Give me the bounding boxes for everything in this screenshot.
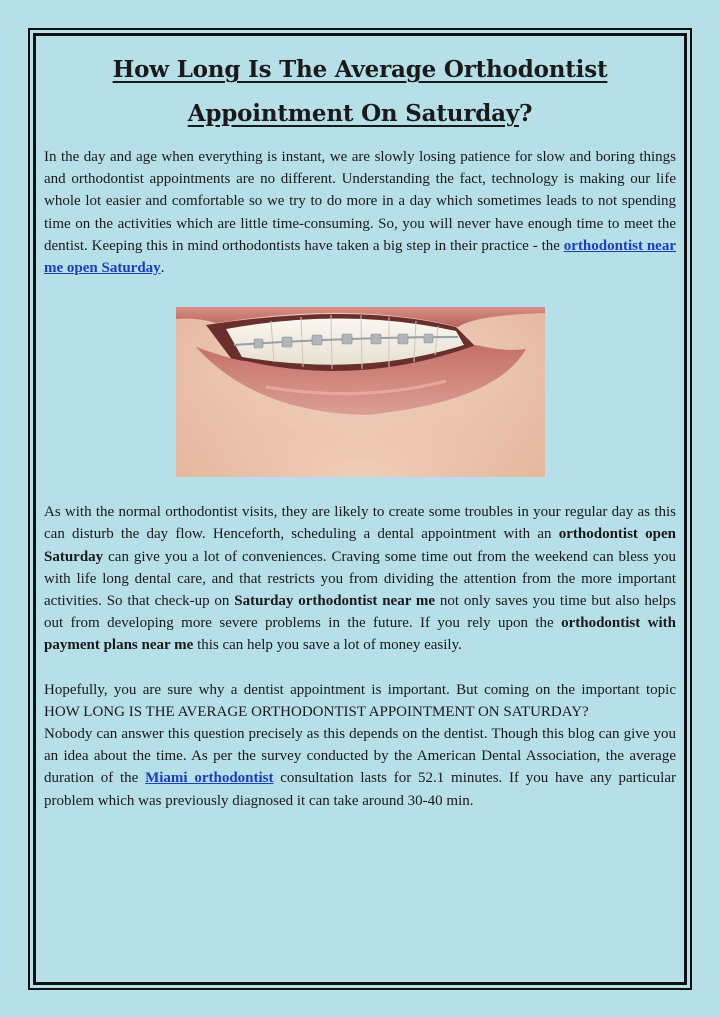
para2-text-1: As with the normal orthodontist visits, they are likely to create some troubles in your regular day as this can disturb the day flow. Henceforth, scheduling a dental appointment with an	[44, 504, 676, 543]
smile-with-braces-photo	[176, 307, 545, 477]
para2-text-4: this can help you save a lot of money easily.	[193, 637, 462, 654]
page-title-text: How Long Is The Average Orthodontist Appointment On Saturday	[112, 56, 608, 127]
body-paragraph-3	[44, 679, 676, 812]
miami-orthodontist-link[interactable]: Miami orthodontist	[145, 770, 274, 787]
para2-bold-1: orthodontist open Saturday	[44, 526, 676, 565]
para3-text-2: consultation lasts for 52.1 minutes. If you have any particular problem which was previously diagnosed it can take around 30-40 min.	[44, 770, 676, 809]
intro-text: In the day and age when everything is instant, we are slowly losing patience for slow and boring things and orthodontist appointments are no different. Understanding the fact, technology is making our life whole lot easier and comfortable so we try to do more in a day which sometimes leads to not spending time on the activities which are little time-consuming. So, you will never have enough time to meet the dentist. Keeping this in mind orthodontists have taken a big step in their practice - the	[44, 149, 676, 254]
page-title	[44, 44, 676, 136]
para2-bold-2: Saturday orthodontist near me	[234, 593, 436, 610]
para2-bold-3: orthodontist with payment plans near me	[44, 615, 676, 654]
intro-end: .	[160, 260, 165, 277]
orthodontist-saturday-link[interactable]: orthodontist near me open Saturday	[44, 237, 676, 277]
body-paragraph-2	[44, 501, 676, 656]
intro-paragraph	[44, 146, 676, 279]
document-body	[44, 44, 676, 812]
page-title-question-mark: ?	[518, 100, 533, 127]
para2-text-3: not only saves you time but also helps out from developing more severe problems in the future. If you rely upon the	[44, 593, 676, 632]
para3-text-1: Nobody can answer this question precisely as this depends on the dentist. Though this blog can give you an idea about the time. As per the survey conducted by the American Dental Association, the average duration of the	[44, 726, 676, 787]
para2-text-2: can give you a lot of conveniences. Craving some time out from the weekend can bless you with life long dental care, and that restricts you from dividing the attention from the more important activities. So that check-up on	[44, 548, 676, 610]
para3-line-1: Hopefully, you are sure why a dentist appointment is important. But coming on the important topic HOW LONG IS THE AVERAGE ORTHODONTIST APPOINTMENT ON SATURDAY?	[44, 681, 676, 720]
